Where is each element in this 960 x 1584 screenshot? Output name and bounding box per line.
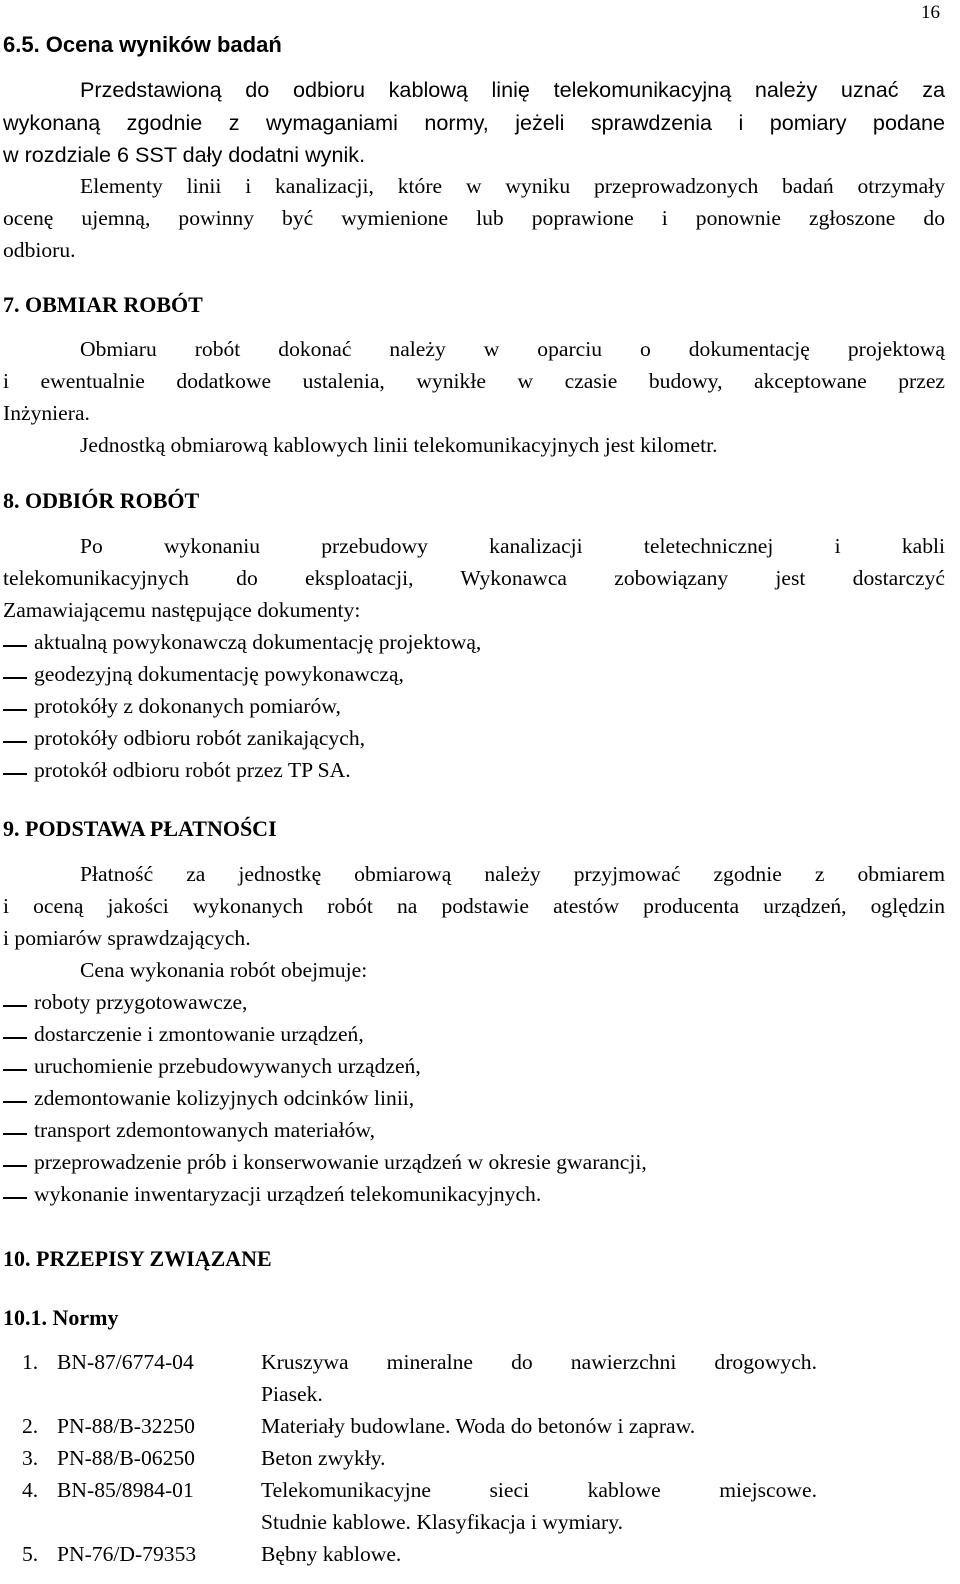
paragraph-line: w rozdziale 6 SST dały dodatni wynik. — [3, 142, 366, 167]
list-dash — [3, 741, 27, 743]
paragraph-line: Cena wykonania robót obejmuje: — [80, 958, 368, 982]
list-item: uruchomienie przebudowywanych urządzeń, — [34, 1054, 421, 1078]
paragraph-line: Po wykonaniu przebudowy kanalizacji teletechnicznej i kabli — [80, 534, 945, 558]
norm-number: 3. — [22, 1446, 39, 1470]
norm-code: PN-88/B-32250 — [57, 1414, 195, 1438]
list-item: transport zdemontowanych materiałów, — [34, 1118, 375, 1142]
norm-title: Kruszywa mineralne do nawierzchni drogowych. — [261, 1350, 817, 1374]
list-item: protokół odbioru robót przez TP SA. — [34, 758, 351, 782]
paragraph-line: wykonaną zgodnie z wymaganiami normy, jeżeli sprawdzenia i pomiary podane — [3, 110, 945, 135]
list-item: geodezyjną dokumentację powykonawczą, — [34, 662, 404, 686]
list-dash — [3, 1197, 27, 1199]
norm-number: 2. — [22, 1414, 39, 1438]
norm-title: Piasek. — [261, 1382, 323, 1406]
paragraph-line: ocenę ujemną, powinny być wymienione lub poprawione i ponownie zgłoszone do — [3, 206, 945, 230]
paragraph-line: i pomiarów sprawdzających. — [3, 926, 251, 950]
norm-number: 5. — [22, 1542, 39, 1566]
list-item: protokóły z dokonanych pomiarów, — [34, 694, 341, 718]
list-dash — [3, 1069, 27, 1071]
section-heading-6-5: 6.5. Ocena wyników badań — [3, 32, 282, 57]
norm-title: Beton zwykły. — [261, 1446, 386, 1470]
list-dash — [3, 1005, 27, 1007]
norm-number: 1. — [22, 1350, 39, 1374]
norm-title: Telekomunikacyjne sieci kablowe miejscowe. — [261, 1478, 817, 1502]
paragraph-line: Jednostką obmiarową kablowych linii telekomunikacyjnych jest kilometr. — [80, 433, 718, 457]
paragraph-line: Płatność za jednostkę obmiarową należy przyjmować zgodnie z obmiarem — [80, 862, 945, 886]
list-dash — [3, 1165, 27, 1167]
paragraph-line: i oceną jakości wykonanych robót na podstawie atestów producenta urządzeń, oględzin — [3, 894, 945, 918]
paragraph-line: Obmiaru robót dokonać należy w oparciu o dokumentację projektową — [80, 337, 945, 361]
paragraph-line: telekomunikacyjnych do eksploatacji, Wykonawca zobowiązany jest dostarczyć — [3, 566, 945, 590]
paragraph-line: odbioru. — [3, 238, 76, 262]
list-item: przeprowadzenie prób i konserwowanie urządzeń w okresie gwarancji, — [34, 1150, 647, 1174]
section-heading-9: 9. PODSTAWA PŁATNOŚCI — [3, 816, 277, 841]
norm-title: Bębny kablowe. — [261, 1542, 402, 1566]
list-item: zdemontowanie kolizyjnych odcinków linii, — [34, 1086, 415, 1110]
paragraph-line: Inżyniera. — [3, 401, 90, 425]
paragraph-line: i ewentualnie dodatkowe ustalenia, wynikłe w czasie budowy, akceptowane przez — [3, 369, 945, 393]
list-dash — [3, 773, 27, 775]
list-dash — [3, 1037, 27, 1039]
list-dash — [3, 677, 27, 679]
norm-title: Studnie kablowe. Klasyfikacja i wymiary. — [261, 1510, 624, 1534]
norm-code: PN-76/D-79353 — [57, 1542, 197, 1566]
list-dash — [3, 1133, 27, 1135]
list-item: wykonanie inwentaryzacji urządzeń telekomunikacyjnych. — [34, 1182, 542, 1206]
norm-code: BN-87/6774-04 — [57, 1350, 194, 1374]
page-number: 16 — [921, 2, 940, 23]
norm-code: BN-85/8984-01 — [57, 1478, 194, 1502]
section-heading-7: 7. OBMIAR ROBÓT — [3, 292, 203, 317]
norm-title: Materiały budowlane. Woda do betonów i zapraw. — [261, 1414, 696, 1438]
section-heading-10: 10. PRZEPISY ZWIĄZANE — [3, 1246, 272, 1271]
list-dash — [3, 645, 27, 647]
norm-code: PN-88/B-06250 — [57, 1446, 195, 1470]
list-item: aktualną powykonawczą dokumentację projektową, — [34, 630, 482, 654]
norm-number: 4. — [22, 1478, 39, 1502]
list-dash — [3, 1101, 27, 1103]
paragraph-line: Elementy linii i kanalizacji, które w wyniku przeprowadzonych badań otrzymały — [80, 174, 945, 198]
section-heading-8: 8. ODBIÓR ROBÓT — [3, 488, 200, 513]
list-item: roboty przygotowawcze, — [34, 990, 248, 1014]
list-item: protokóły odbioru robót zanikających, — [34, 726, 366, 750]
list-dash — [3, 709, 27, 711]
list-item: dostarczenie i zmontowanie urządzeń, — [34, 1022, 364, 1046]
subsection-heading-10-1: 10.1. Normy — [3, 1305, 119, 1330]
paragraph-line: Zamawiającemu następujące dokumenty: — [3, 598, 361, 622]
paragraph-line: Przedstawioną do odbioru kablową linię telekomunikacyjną należy uznać za — [80, 77, 945, 102]
